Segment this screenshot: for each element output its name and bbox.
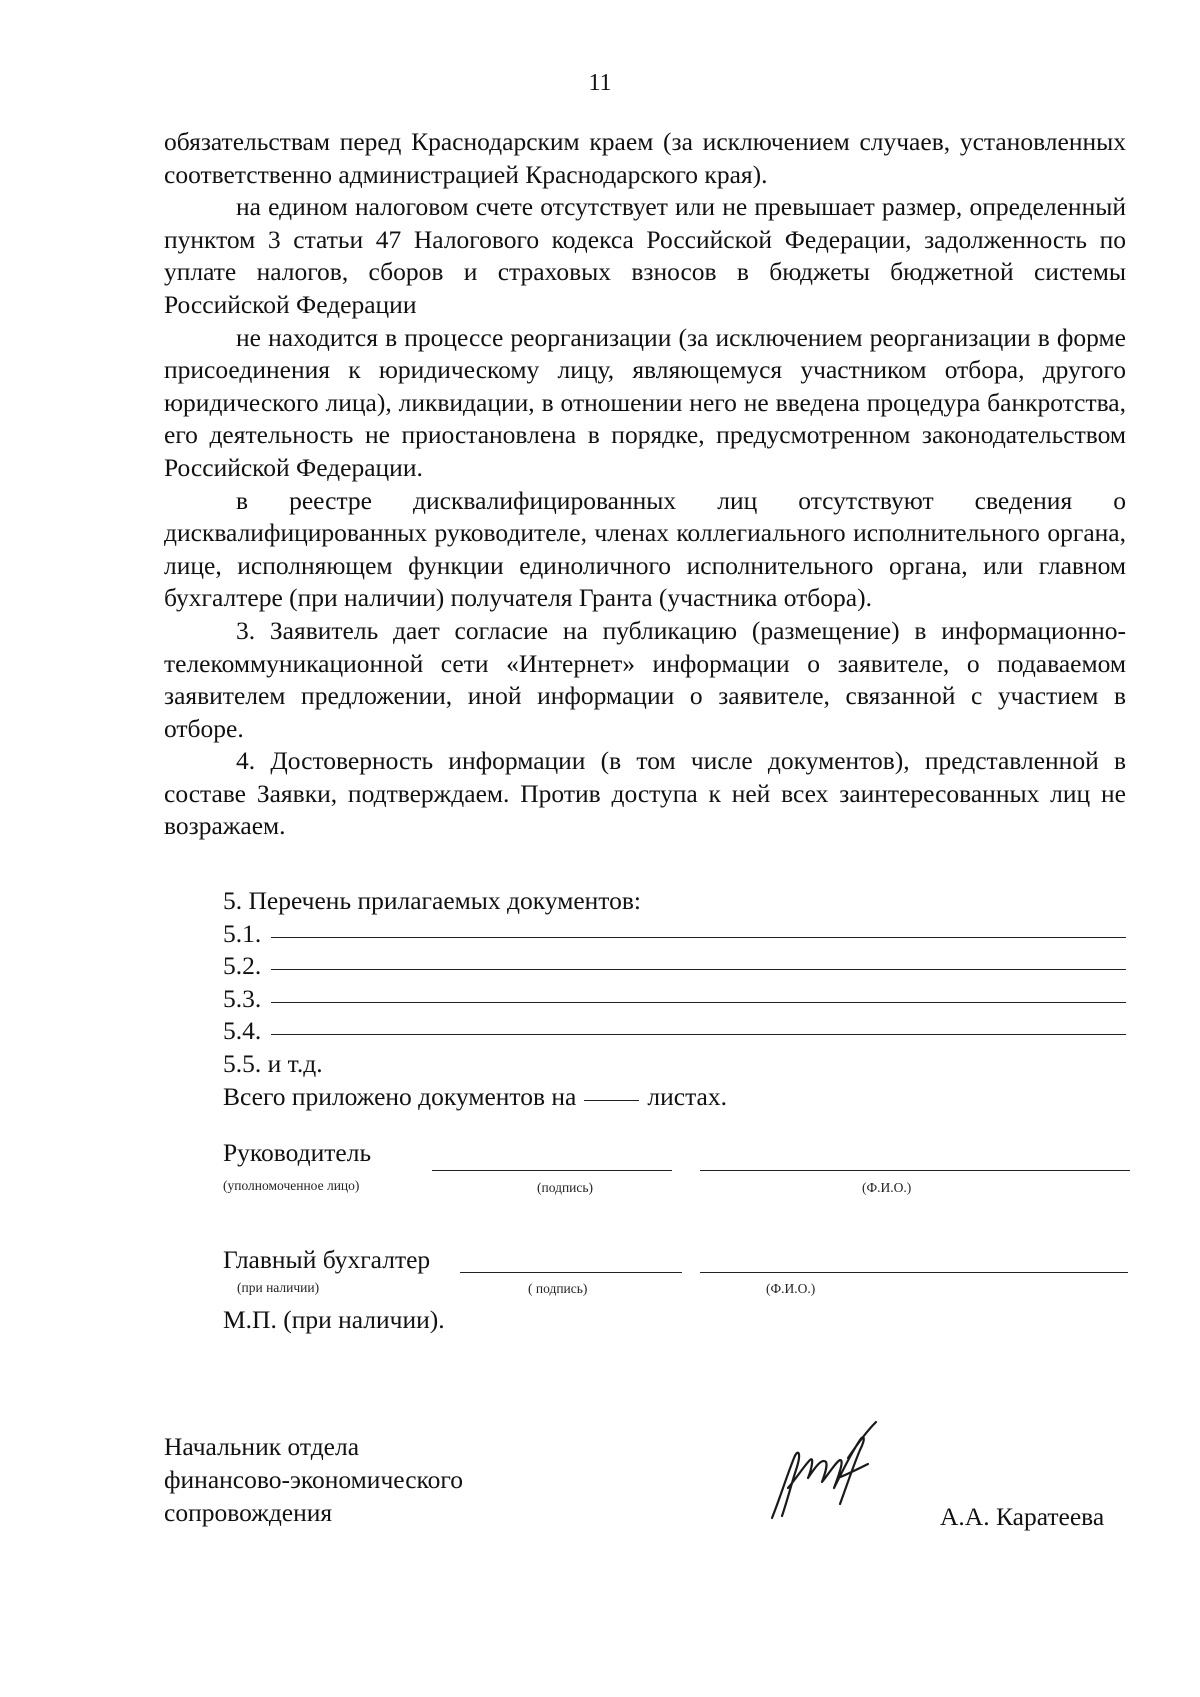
- accountant-sign-hint: ( подпись): [528, 1281, 588, 1296]
- attachment-item: [223, 950, 1126, 983]
- stamp-note: М.П. (при наличии).: [223, 1305, 445, 1334]
- footer-position-line: сопровождения: [164, 1498, 333, 1527]
- paragraph-accuracy: 4. Достоверность информации (в том числе документов), представленной в составе Заявки, подтверждаем. Против доступа к ней всех заинтересованных лиц не возражаем.: [164, 746, 1126, 841]
- paragraph-disqualified-registry: в реестре дисквалифицированных лиц отсутствуют сведения о дисквалифицированных руководителе, членах коллегиального исполнительного органа, лице, исполняющем функции единоличного исполнительного органа, или главном бухгалтере (при наличии) получателя Гранта (участника отбора).: [164, 485, 1126, 613]
- page-number: 11: [588, 70, 612, 96]
- head-signature-line[interactable]: [432, 1170, 672, 1171]
- attachment-number: 5.1.: [223, 918, 262, 948]
- paragraph-tax-debt: на едином налоговом счете отсутствует или не превышает размер, определенный пунктом 3 статьи 47 Налогового кодекса Российской Федерации, задолженность по уплате налогов, сборов и страховых взносов в бюджеты бюджетной системы Российской Федерации: [164, 192, 1126, 319]
- attachment-number: 5.2.: [223, 951, 262, 981]
- document-body: [164, 126, 1126, 843]
- footer-position-line: Начальник отдела: [164, 1432, 360, 1461]
- attachment-item: [223, 1015, 1126, 1048]
- handwritten-signature: [752, 1418, 892, 1528]
- signatory-name: А.А. Каратеева: [940, 1502, 1105, 1531]
- footer-position-line: финансово-экономического: [164, 1465, 463, 1494]
- attachment-blank-line[interactable]: [271, 1034, 1126, 1035]
- paragraph-reorganization: не находится в процессе реорганизации (за исключением реорганизации в форме присоединения к юридическому лицу, являющемуся участником отбора, другого юридического лица), ликвидации, в отношении него не введена процедура банкротства, его деятельность не приостановлена в порядке, предусмотренном законодательством Российской Федерации.: [164, 322, 1126, 482]
- total-suffix: листах.: [647, 1081, 727, 1111]
- accountant-name-line[interactable]: [700, 1272, 1128, 1273]
- attachment-number: 5.4.: [223, 1016, 262, 1046]
- attachments-title: 5. Перечень прилагаемых документов:: [223, 886, 641, 915]
- head-name-hint: (Ф.И.О.): [862, 1180, 912, 1195]
- accountant-label: Главный бухгалтер: [223, 1245, 431, 1274]
- paragraph-consent: 3. Заявитель дает согласие на публикацию (размещение) в информационно-телекоммуникационной сети «Интернет» информации о заявителе, о подаваемом заявителем предложении, иной информации о заявителе, связанной с участием в отборе.: [164, 615, 1126, 743]
- accountant-signature-line[interactable]: [460, 1272, 682, 1273]
- accountant-hint: (при наличии): [237, 1280, 320, 1295]
- attachment-etc: 5.5. и т.д.: [223, 1048, 323, 1078]
- sheet-count-blank[interactable]: [584, 1100, 639, 1101]
- attachment-blank-line[interactable]: [271, 1002, 1126, 1003]
- paragraph-obligations: обязательствам перед Краснодарским краем (за исключением случаев, установленных соответственно администрацией Краснодарского края).: [164, 127, 1126, 189]
- attachment-blank-line[interactable]: [271, 937, 1126, 938]
- attachment-item: [223, 983, 1126, 1016]
- total-prefix: Всего приложено документов на: [223, 1081, 577, 1111]
- head-label: Руководитель: [223, 1138, 372, 1167]
- attachment-item: [223, 918, 1126, 951]
- head-hint: (уполномоченное лицо): [223, 1178, 360, 1193]
- attachments-total: [223, 1081, 1126, 1114]
- head-sign-hint: (подпись): [537, 1180, 594, 1195]
- head-name-line[interactable]: [700, 1170, 1130, 1171]
- attachments-list: [223, 885, 1126, 1113]
- attachment-blank-line[interactable]: [271, 969, 1126, 970]
- accountant-name-hint: (Ф.И.О.): [766, 1281, 816, 1296]
- attachment-number: 5.3.: [223, 983, 262, 1013]
- footer-position: [164, 1430, 463, 1529]
